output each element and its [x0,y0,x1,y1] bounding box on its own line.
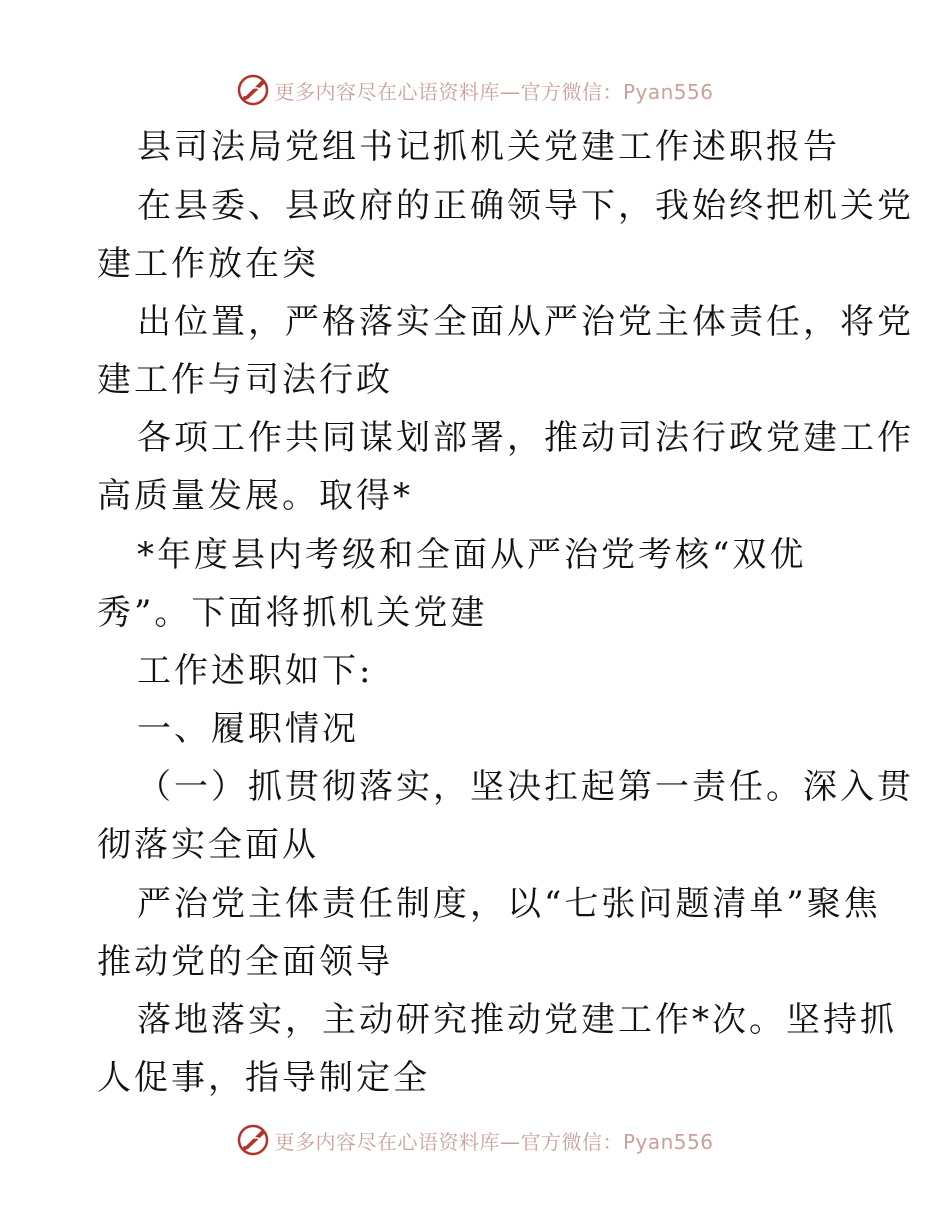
paragraph-line: 人促事，指导制定全 [97,1058,430,1098]
section-heading: 一、履职情况 [137,709,359,749]
paragraph-line: 在县委、县政府的正确领导下，我始终把机关党 [137,186,914,226]
paragraph-line: 秀”。下面将抓机关党建 [97,593,488,633]
header-watermark [0,70,950,110]
document-title: 县司法局党组书记抓机关党建工作述职报告 [137,127,840,167]
paragraph-line: *年度县内考级和全面从严治党考核“双优 [137,535,807,575]
watermark-text: 更多内容尽在心语资料库—官方微信：Pyan556 [274,79,714,104]
paragraph-line: 落地落实，主动研究推动党建工作*次。坚持抓 [137,1000,897,1040]
paragraph-line: 各项工作共同谋划部署，推动司法行政党建工作 [137,418,914,458]
paragraph-line: 严治党主体责任制度，以“七张问题清单”聚焦 [137,884,881,924]
paragraph-line: 高质量发展。取得* [97,476,413,516]
paragraph-line: 建工作与司法行政 [97,360,393,400]
footer-watermark [0,1120,950,1160]
paragraph-line: 彻落实全面从 [97,825,319,865]
quill-pen-seal-icon [236,1123,270,1157]
watermark-text: 更多内容尽在心语资料库—官方微信：Pyan556 [274,1129,714,1154]
paragraph-line: 出位置，严格落实全面从严治党主体责任，将党 [137,302,914,342]
quill-pen-seal-icon [236,73,270,107]
paragraph-line: 建工作放在突 [97,244,319,284]
subsection-heading: （一）抓贯彻落实，坚决扛起第一责任。深入贯 [137,767,914,807]
paragraph-line: 工作述职如下: [137,651,374,691]
paragraph-line: 推动党的全面领导 [97,942,393,982]
